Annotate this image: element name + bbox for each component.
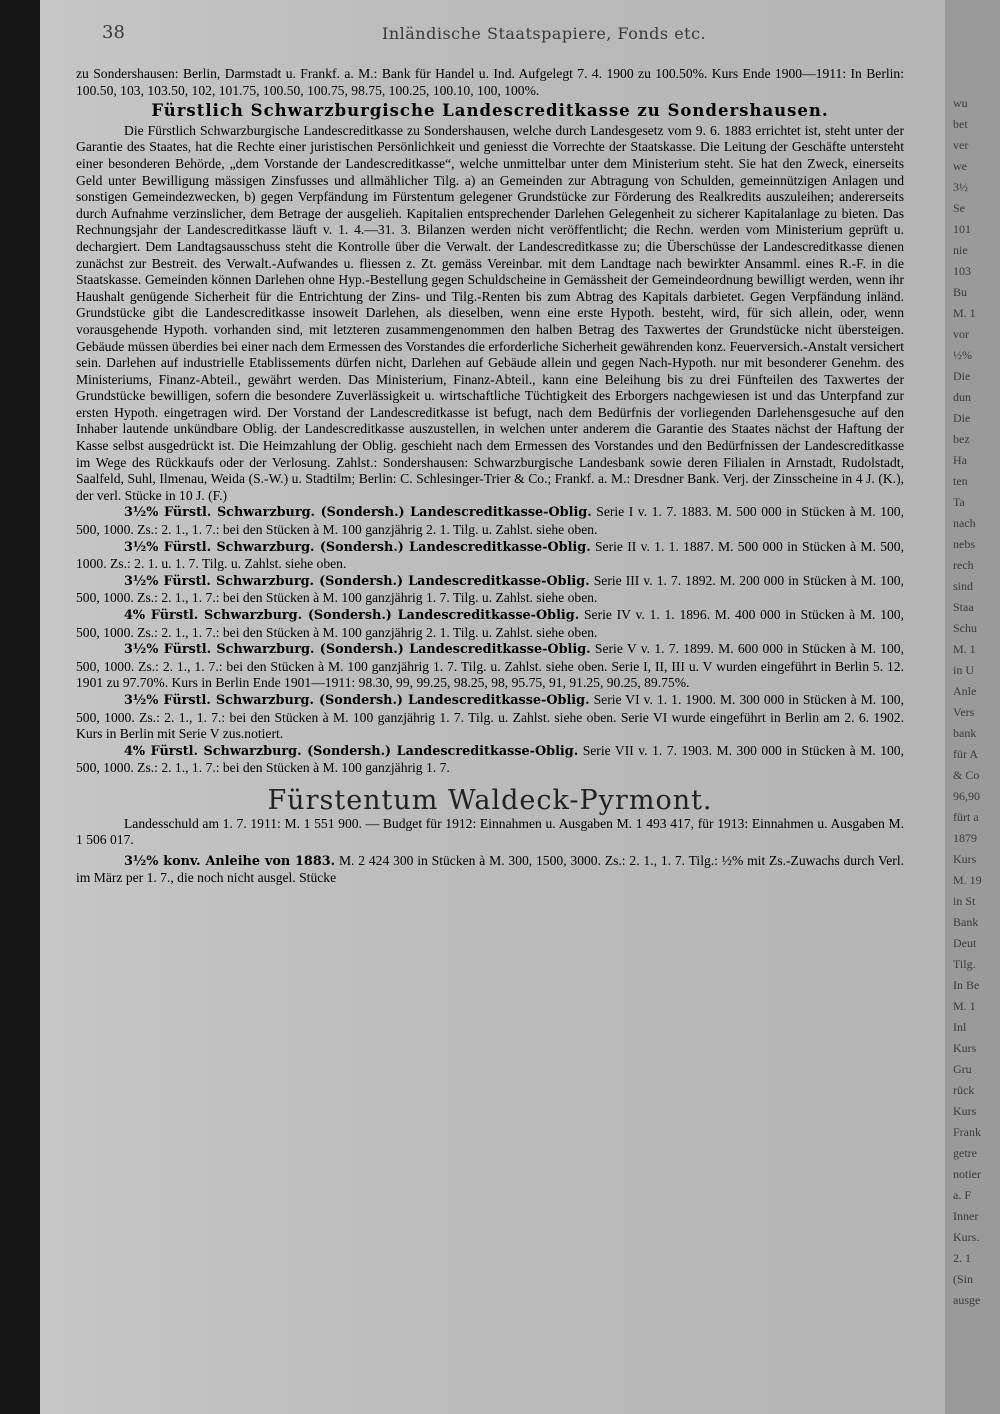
bond-label: 3½% Fürstl. Schwarzburg. (Sondersh.) Landescreditkasse-Oblig.	[124, 573, 590, 589]
margin-fragment: Staa	[953, 600, 974, 614]
margin-fragment: Vers	[953, 705, 975, 719]
bond-item	[76, 539, 904, 573]
bond-text: Serie IV v. 1. 1. 1896. M. 400 000 in Stücken à M. 100, 500, 1000. Zs.: 2. 1., 1. 7.: bei den Stücken à M. 100 ganzjährig 2. 1. Tilg. u. Zahlst. siehe oben.	[76, 607, 904, 640]
margin-fragment: 101	[953, 222, 971, 236]
margin-fragment: M. 1	[953, 999, 976, 1013]
bond-text: Serie V v. 1. 7. 1899. M. 600 000 in Stücken à M. 100, 500, 1000. Zs.: 2. 1., 1. 7.: bei den Stücken à M. 100 ganzjährig 1. 7. Tilg. u. Zahlst. siehe oben. Serie I, II, III u. V wurden eingeführt in Berlin 5. 12. 1901 zu 97.70%. Kurs in Berlin Ende 1901—1911: 98.30, 99, 99.25, 98.25, 98, 95.75, 91, 91.25, 90.25, 89.75%.	[76, 641, 904, 691]
bond-text: Serie I v. 1. 7. 1883. M. 500 000 in Stücken à M. 100, 500, 1000. Zs.: 2. 1., 1. 7.: bei den Stücken à M. 100 ganzjährig 2. 1. Tilg. u. Zahlst. siehe oben.	[76, 504, 904, 538]
margin-fragment: Deut	[953, 936, 977, 950]
bond-list	[76, 504, 904, 777]
margin-fragment: Ha	[953, 453, 967, 467]
adjacent-page-margin	[945, 0, 1000, 1414]
margin-fragment: in U	[953, 663, 974, 677]
margin-fragment: & Co	[953, 768, 980, 782]
margin-fragment: Kurs	[953, 852, 977, 866]
intro-paragraph: zu Sondershausen: Berlin, Darmstadt u. Frankf. a. M.: Bank für Handel u. Ind. Aufgelegt 7. 4. 1900 zu 100.50%. Kurs Ende 1900—1911: In Berlin: 100.50, 103, 103.50, 102, 101.75, 100.50, 100.75, 98.75, 100.25, 100.10, 100, 100%.	[76, 66, 904, 98]
margin-fragment: ver	[953, 138, 969, 152]
bond-text: Serie III v. 1. 7. 1892. M. 200 000 in Stücken à M. 100, 500, 1000. Zs.: 2. 1., 1. 7.: bei den Stücken à M. 100 ganzjährig 1. 7. Tilg. u. Zahlst. siehe oben.	[76, 572, 904, 606]
margin-fragment: Die	[953, 411, 971, 425]
bond-item	[76, 692, 904, 743]
margin-fragment: sind	[953, 579, 974, 593]
margin-fragment: Se	[953, 201, 965, 215]
margin-fragment: dun	[953, 390, 971, 404]
bond-item	[76, 641, 904, 692]
margin-fragment: 1879	[953, 831, 977, 845]
waldeck-budget-paragraph: Landesschuld am 1. 7. 1911: M. 1 551 900. — Budget für 1912: Einnahmen u. Ausgaben M. 1 493 417, für 1913: Einnahmen u. Ausgaben M. 1 506 017.	[76, 815, 904, 848]
bond-label: 4% Fürstl. Schwarzburg. (Sondersh.) Landescreditkasse-Oblig.	[124, 608, 580, 623]
bond-text: Serie VII v. 1. 7. 1903. M. 300 000 in Stücken à M. 100, 500, 1000. Zs.: 2. 1., 1. 7.: bei den Stücken à M. 100 ganzjährig 1. 7.	[76, 742, 904, 776]
margin-fragment: (Sin	[953, 1272, 974, 1286]
margin-fragment: M. 1	[953, 642, 976, 656]
bond-label: 3½% Fürstl. Schwarzburg. (Sondersh.) Landescreditkasse-Oblig.	[124, 539, 591, 555]
margin-fragment: Bank	[953, 915, 979, 929]
bond-text: Serie VI v. 1. 1. 1900. M. 300 000 in Stücken à M. 100, 500, 1000. Zs.: 2. 1., 1. 7.: bei den Stücken à M. 100 ganzjährig 1. 7. Tilg. u. Zahlst. siehe oben. Serie VI wurde eingeführt in Berlin am 2. 6. 1902. Kurs in Berlin mit Serie V zus.notiert.	[76, 691, 904, 742]
margin-fragment: nach	[953, 516, 976, 530]
page-content	[76, 66, 904, 887]
margin-fragment: 3½	[953, 180, 968, 194]
bond-text: Serie II v. 1. 1. 1887. M. 500 000 in Stücken à M. 500, 1000. Zs.: 2. 1. u. 1. 7. Tilg. u. Zahlst. siehe oben.	[76, 538, 904, 572]
margin-fragment: ten	[953, 474, 968, 488]
margin-fragment: notier	[953, 1167, 981, 1181]
bond-item	[76, 504, 904, 538]
waldeck-bond-text: M. 2 424 300 in Stücken à M. 300, 1500, 3000. Zs.: 2. 1., 1. 7. Tilg.: ½% mit Zs.-Zuwachs durch Verl. im März per 1. 7., die noch nicht ausgel. Stücke	[76, 852, 905, 886]
margin-fragment: Inner	[953, 1209, 979, 1223]
margin-fragment: Kurs	[953, 1041, 977, 1055]
waldeck-bond-item	[76, 853, 904, 887]
running-title: Inländische Staatspapiere, Fonds etc.	[382, 24, 707, 43]
margin-fragment: in St	[953, 894, 976, 908]
margin-fragment: Ta	[953, 495, 965, 509]
bond-label: 3½% Fürstl. Schwarzburg. (Sondersh.) Landescreditkasse-Oblig.	[124, 692, 590, 708]
margin-fragment: rech	[953, 558, 974, 572]
margin-fragment: 2. 1	[953, 1251, 971, 1265]
margin-fragment: wu	[953, 96, 968, 110]
margin-fragment: Inl	[953, 1020, 967, 1034]
section-title-waldeck-pyrmont: Fürstentum Waldeck-Pyrmont.	[267, 784, 713, 816]
scan-left-edge	[0, 0, 40, 1414]
margin-fragment: Frank	[953, 1125, 981, 1139]
margin-fragment: Kurs	[953, 1104, 977, 1118]
margin-fragment: getre	[953, 1146, 977, 1160]
margin-fragment: M. 19	[953, 873, 982, 887]
bond-label: 4% Fürstl. Schwarzburg. (Sondersh.) Landescreditkasse-Oblig.	[124, 743, 579, 759]
waldeck-bond-label: 3½% konv. Anleihe von 1883.	[124, 853, 336, 869]
margin-fragment: a. F	[953, 1188, 971, 1202]
margin-fragment: rück	[953, 1083, 975, 1097]
margin-fragment: bank	[953, 726, 977, 740]
margin-fragment: Bu	[953, 285, 968, 299]
bond-item	[76, 573, 904, 607]
margin-fragment: für A	[953, 747, 978, 761]
margin-fragment: Tilg.	[953, 957, 976, 971]
page-header	[102, 22, 822, 46]
margin-fragment: bet	[953, 117, 968, 131]
bond-item	[76, 607, 904, 641]
margin-fragment: Anle	[953, 684, 977, 698]
margin-fragment: 103	[953, 264, 971, 278]
bond-item	[76, 743, 904, 777]
margin-fragment: nebs	[953, 537, 975, 551]
margin-fragment: ausge	[953, 1293, 981, 1307]
section-title-landescreditkasse: Fürstlich Schwarzburgische Landescreditkasse zu Sondershausen.	[151, 101, 829, 121]
margin-fragment: Die	[953, 369, 971, 383]
margin-fragment: vor	[953, 327, 969, 341]
margin-fragment: ½%	[953, 348, 972, 362]
section-body-landescreditkasse: Die Fürstlich Schwarzburgische Landescreditkasse zu Sondershausen, welche durch Landesgesetz vom 9. 6. 1883 errichtet ist, steht unter der Garantie des Staates, hat die Rechte einer juristischen Persönlichkeit und geniesst die Vorrechte der Staatskasse. Die Leitung der Geschäfte untersteht einer besonderen Behörde, „dem Vorstande der Landescreditkasse“, welche unmittelbar unter dem Ministerium steht. Sie hat den Zweck, einerseits Geld unter Bewilligung mässigen Zinsfusses und allmählicher Tilg. a) an Gemeinden zur Abtragung von Schulden, gemeinnützigen Anlagen und sonstigen Gemeindezwecken, b) gegen Verpfändung im Fürstentum gelegener Grundstücke zur Förderung des Realkredits auszuleihen; andererseits durch Aufnahme verzinslicher, dem Betrage der ausgelieh. Kapitalien entsprechender Darlehen Gelegenheit zu sicherer Kapitalanlage zu bieten. Das Rechnungsjahr der Landescreditkasse läuft v. 1. 4.—31. 3. Bilanzen werden nicht veröffentlicht; die Rechn. werden vom Ministerium geprüft u. dechargiert. Dem Landtagsausschuss steht die Kontrolle über die Verwalt. der Landescreditkasse zu; die Überschüsse der Landescreditkasse dienen zunächst zur Bestreit. des Verwalt.-Aufwandes u. fliessen z. Zt. gemäss Vereinbar. mit dem Landtage nach bewirkter Ansamml. eines R.-F. in die Staatskasse. Gemeinden können Darlehen ohne Hyp.-Bestellung gegen Schuldscheine in Gemässheit der Gemeindeordnung bewilligt werden, wenn ihr Haushalt genügende Sicherheit für die Entrichtung der Zins- und Tilg.-Renten bis zum Abtrag des Kapitals darbietet. Gegen Verpfändung inländ. Grundstücke gibt die Landescreditkasse insoweit Darlehen, als dieselben, wenn eine erste Hypoth. besteht, wird, für sich allein, oder, wenn vorausgehende Hypoth. vorhanden sind, mit letzteren zusammengenommen den halben Betrag des Taxwertes der Grundstücke nicht übersteigen. Gebäude müssen überdies bei einer nach dem Ermessen des Vorstandes die erforderliche Sicherheit gewährenden konz. Feuerversich.-Anstalt versichert sein. Darlehen auf industrielle Etablissements dürfen nicht, Darlehen auf Gebäude allein und gegen Nach-Hypoth. nur mit besonderer Genehm. des Ministeriums, Finanz-Abteil., gewährt werden. Das Ministerium, Finanz-Abteil., kann eine Beleihung bis zu drei Fünfteilen des Taxwertes der Grundstücke bewilligen, sofern die besondere Zuverlässigkeit u. wirtschaftliche Tüchtigkeit des Erborgers nachgewiesen ist und das Unterpfand zur ersten Hypoth. eingetragen wird. Der Vorstand der Landescreditkasse ist befugt, nach dem Bedürfnis der vorliegenden Darlehensgesuche auf den Inhaber lautende unkündbare Oblig. der Landescreditkasse auszustellen, in welchen unter anderem die Garantie des Staates nächst der Haftung der Kasse selbst ausgedrückt ist. Die Heimzahlung der Oblig. geschieht nach dem Ermessen des Vorstandes und den Bedürfnissen der Landescreditkasse im Wege des Rückkaufs oder der Verlosung. Zahlst.: Sondershausen: Schwarzburgische Landesbank sowie deren Filialen in Arnstadt, Rudolstadt, Saalfeld, Suhl, Ilmenau, Weida (S.-W.) u. Stadtilm; Berlin: C. Schlesinger-Trier & Co.; Frankf. a. M.: Dresdner Bank. Verj. der Zinsscheine in 4 J. (K.), der verl. Stücke in 10 J. (F.)	[76, 122, 904, 503]
margin-fragment: fürt a	[953, 810, 979, 824]
margin-fragment: Gru	[953, 1062, 972, 1076]
margin-fragment: Kurs.	[953, 1230, 980, 1244]
bond-label: 3½% Fürstl. Schwarzburg. (Sondersh.) Landescreditkasse-Oblig.	[124, 505, 592, 521]
margin-fragment: In Be	[953, 978, 980, 992]
bond-label: 3½% Fürstl. Schwarzburg. (Sondersh.) Landescreditkasse-Oblig.	[124, 642, 591, 658]
margin-fragment: nie	[953, 243, 968, 257]
margin-fragment: M. 1	[953, 306, 976, 320]
margin-fragment: we	[953, 159, 967, 173]
margin-fragment: 96,90	[953, 789, 980, 803]
margin-fragment: bez	[953, 432, 970, 446]
page-number: 38	[102, 22, 125, 43]
margin-fragment: Schu	[953, 621, 977, 635]
